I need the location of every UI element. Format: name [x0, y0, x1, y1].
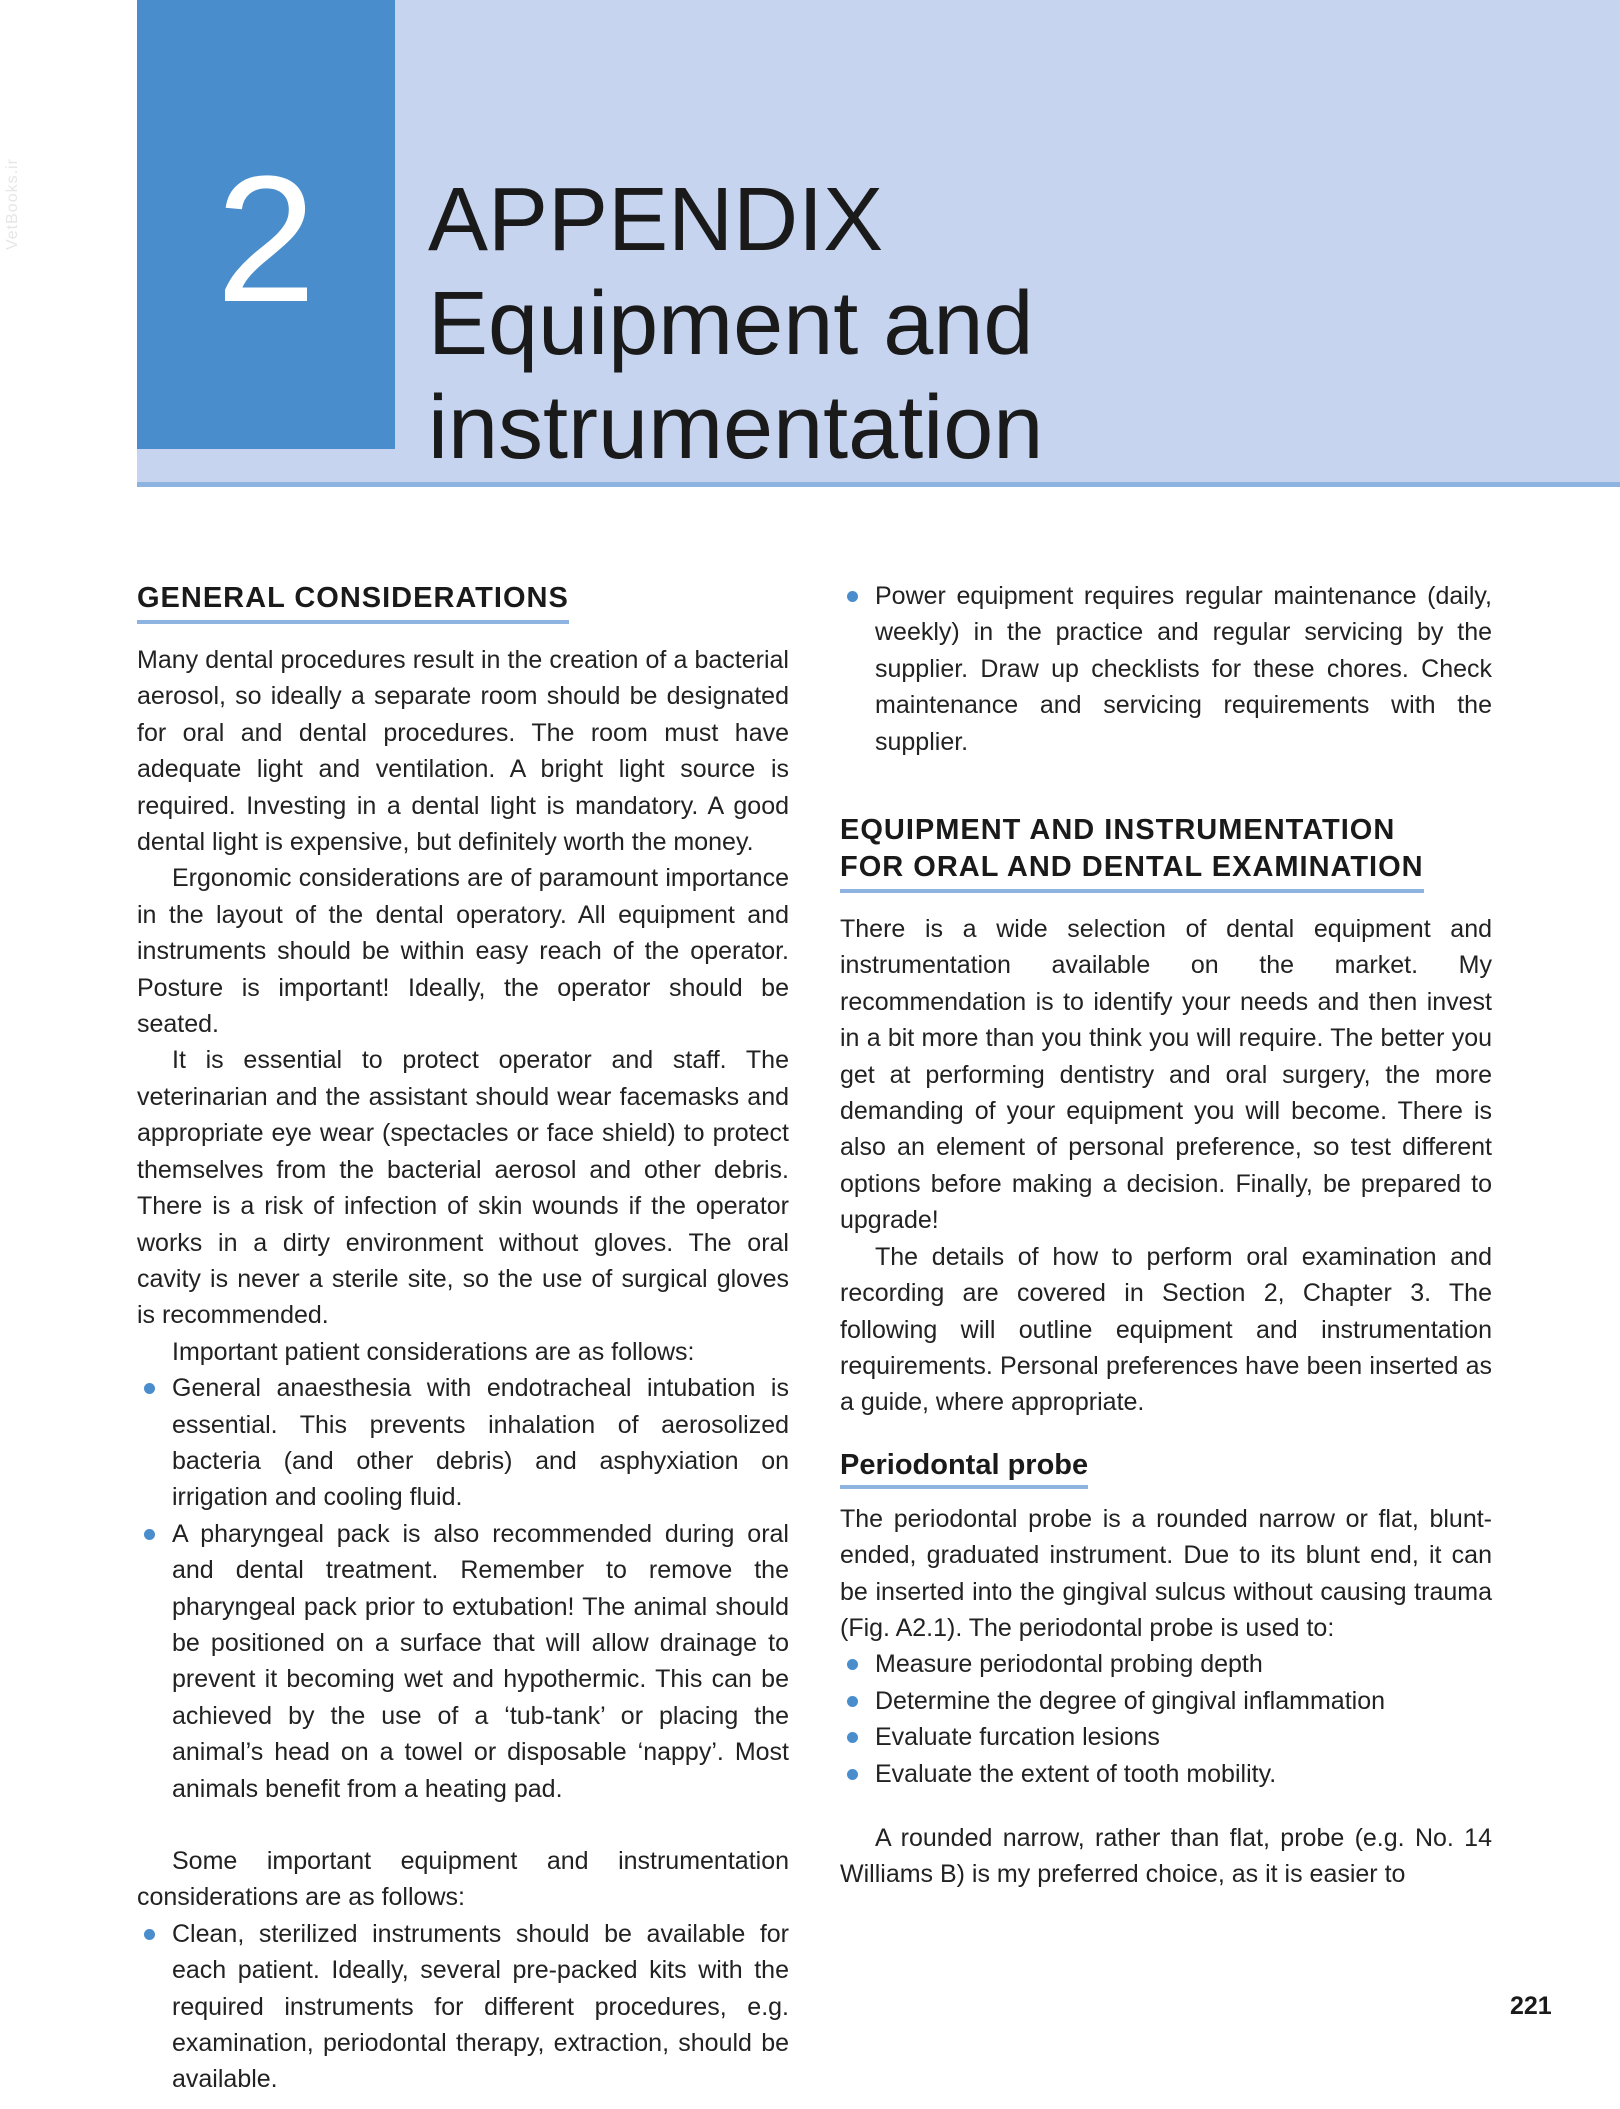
bullet-icon — [847, 1732, 858, 1743]
list-item-text: Clean, sterilized instruments should be available for each patient. Ideally, several pre-packed kits with the required instruments for different procedures, e.g. examination, periodontal therapy, extraction, should be available. — [172, 1919, 789, 2094]
equipment-considerations-list — [137, 1916, 789, 2098]
spacer — [840, 1792, 1492, 1820]
bullet-icon — [847, 1769, 858, 1780]
paragraph: Many dental procedures result in the creation of a bacterial aerosol, so ideally a separate room should be designated for oral and dental procedures. The room must have adequate light and ventilation. A bright light source is required. Investing in a dental light is mandatory. A good dental light is expensive, but definitely worth the money. — [137, 646, 789, 857]
paragraph: The details of how to perform oral examination and recording are covered in Section 2, Chapter 3. The following will outline equipment and instrumentation requirements. Personal preferences have been inserted as a guide, where appropriate. — [840, 1242, 1492, 1417]
paragraph: Some important equipment and instrumentation considerations are as follows: — [137, 1847, 789, 1912]
title-line: APPENDIX — [428, 170, 884, 270]
list-item — [840, 1683, 1492, 1719]
paragraph: The periodontal probe is a rounded narrow or flat, blunt-ended, graduated instrument. Due to its blunt end, it can be inserted into the gingival sulcus without causing trauma (Fig. A2.1). The periodontal probe is used to: — [840, 1504, 1492, 1642]
list-item-text: Power equipment requires regular maintenance (daily, weekly) in the practice and regular servicing by the supplier. Draw up checklists for these chores. Check maintenance and servicing requirements with the supplier. — [875, 582, 1492, 756]
heading-line: EQUIPMENT AND INSTRUMENTATION — [840, 814, 1396, 847]
paragraph: A rounded narrow, rather than flat, probe (e.g. No. 14 Williams B) is my preferred choice, as it is easier to — [840, 1823, 1492, 1889]
spacer — [137, 1807, 789, 1843]
bullet-icon — [847, 1696, 858, 1707]
list-item — [840, 1756, 1492, 1792]
probe-uses-list — [840, 1646, 1492, 1792]
paragraph: There is a wide selection of dental equipment and instrumentation available on the market. My recommendation is to identify your needs and then invest in a bit more than you think you will require. The better you get at performing dentistry and oral surgery, the more demanding of your equipment you will become. There is also an element of personal preference, so test different options before making a decision. Finally, be prepared to upgrade! — [840, 915, 1492, 1235]
bullet-icon — [847, 1659, 858, 1670]
list-item-text: Determine the degree of gingival inflammation — [875, 1686, 1385, 1715]
section-heading-general: GENERAL CONSIDERATIONS — [137, 580, 569, 624]
bullet-icon — [144, 1383, 155, 1394]
right-column — [840, 578, 1492, 1893]
header-rule — [137, 482, 1620, 487]
watermark: VetBooks.ir — [4, 158, 21, 250]
bullet-icon — [144, 1529, 155, 1540]
chapter-number: 2 — [215, 139, 317, 340]
spacer — [840, 1421, 1492, 1447]
paragraph: Ergonomic considerations are of paramount importance in the layout of the dental operatory. All equipment and instruments should be within easy reach of the operator. Posture is important! Ideally, the operator should be seated. — [137, 864, 789, 1039]
page-number: 221 — [1510, 1992, 1552, 2020]
section-heading-examination — [840, 812, 1424, 893]
title-line: Equipment and — [428, 274, 1034, 374]
spacer — [840, 760, 1492, 812]
heading-line: FOR ORAL AND DENTAL EXAMINATION — [840, 851, 1424, 884]
bullet-icon — [847, 591, 858, 602]
list-item — [137, 1516, 789, 1807]
paragraph: Important patient considerations are as follows: — [172, 1337, 695, 1366]
list-item — [137, 1370, 789, 1516]
list-item-text: Measure periodontal probing depth — [875, 1650, 1263, 1679]
bullet-icon — [144, 1929, 155, 1940]
patient-considerations-list — [137, 1370, 789, 1807]
list-item-text: Evaluate furcation lesions — [875, 1723, 1160, 1752]
list-item-text: Evaluate the extent of tooth mobility. — [875, 1759, 1277, 1788]
list-item-text: A pharyngeal pack is also recommended during oral and dental treatment. Remember to remove the pharyngeal pack prior to extubation! The animal should be positioned on a surface that will allow drainage to prevent it becoming wet and hypothermic. This can be achieved by the use of a ‘tub-tank’ or placing the animal’s head on a towel or disposable ‘nappy’. Most animals benefit from a heating pad. — [172, 1519, 789, 1803]
title-line: instrumentation — [428, 378, 1044, 478]
list-item — [840, 578, 1492, 760]
list-item — [840, 1719, 1492, 1755]
list-item — [137, 1916, 789, 2098]
left-column — [137, 580, 789, 2098]
subheading-periodontal-probe: Periodontal probe — [840, 1447, 1088, 1489]
list-item-text: General anaesthesia with endotracheal intubation is essential. This prevents inhalation of aerosolized bacteria (and other debris) and asphyxiation on irrigation and cooling fluid. — [172, 1374, 789, 1512]
chapter-title — [428, 168, 1043, 480]
equipment-considerations-list-continued — [840, 578, 1492, 760]
list-item — [840, 1646, 1492, 1682]
paragraph: It is essential to protect operator and staff. The veterinarian and the assistant should wear facemasks and appropriate eye wear (spectacles or face shield) to protect themselves from the bacterial aerosol and other debris. There is a risk of infection of skin wounds if the operator works in a dirty environment without gloves. The oral cavity is never a sterile site, so the use of surgical gloves is recommended. — [137, 1046, 789, 1330]
